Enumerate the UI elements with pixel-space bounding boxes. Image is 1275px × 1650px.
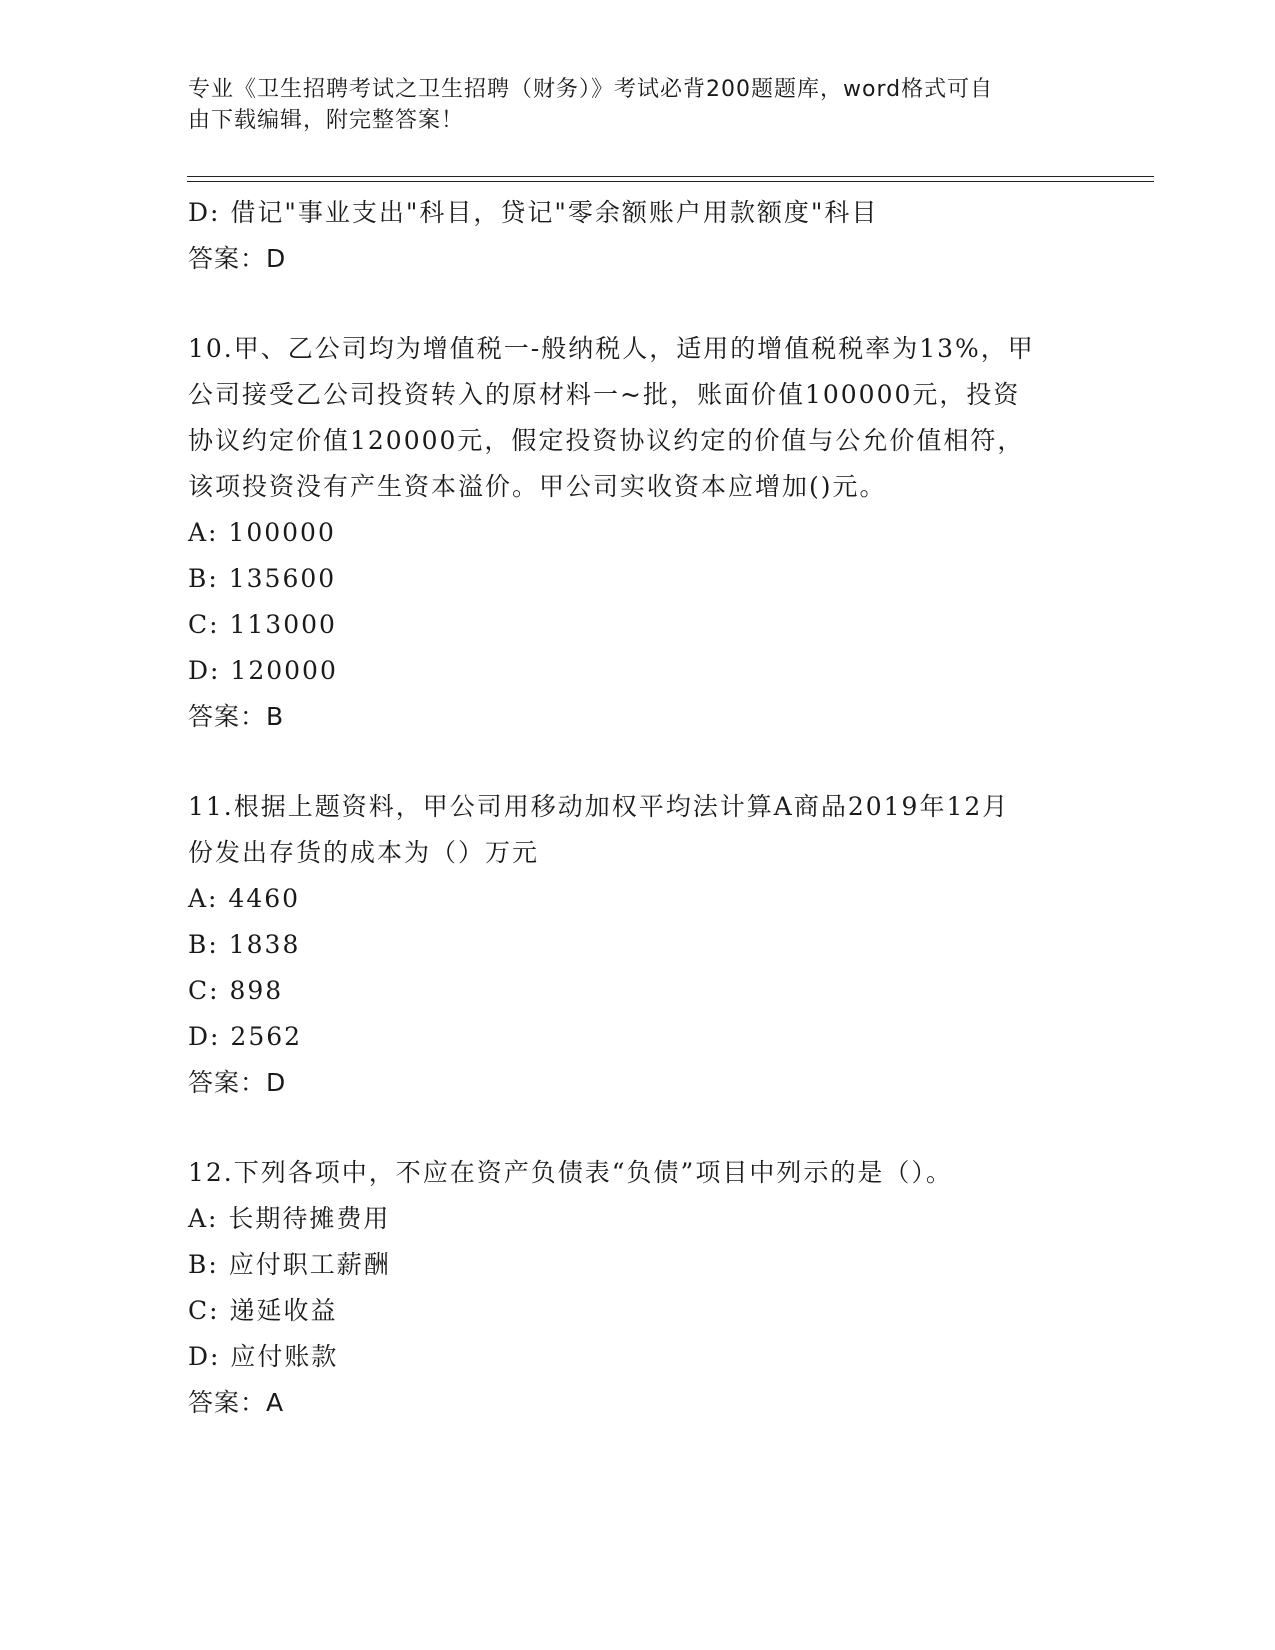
- document-header: [188, 74, 1068, 136]
- question-stem-line: 份发出存货的成本为（）万元: [188, 838, 540, 867]
- question-stem-line: 11.根据上题资料，甲公司用移动加权平均法计算A商品2019年12月: [188, 792, 1010, 821]
- answer-line: 答案：D: [188, 1068, 287, 1097]
- answer-line: 答案：D: [188, 244, 287, 273]
- option-a: A: 100000: [188, 518, 336, 547]
- document-body: [188, 190, 1088, 1426]
- answer-line: 答案：A: [188, 1388, 285, 1417]
- carryover-block: [188, 190, 1088, 282]
- question-stem-line: 该项投资没有产生资本溢价。甲公司实收资本应增加()元。: [188, 472, 887, 501]
- option-d: D: 借记"事业支出"科目，贷记"零余额账户用款额度"科目: [188, 198, 879, 227]
- spacer: [188, 740, 1088, 784]
- header-rule-top: [187, 176, 1154, 177]
- header-line-2: 由下载编辑，附完整答案！: [188, 108, 465, 133]
- option-c: C: 113000: [188, 610, 337, 639]
- option-d: D: 120000: [188, 656, 338, 685]
- option-c: C: 898: [188, 976, 284, 1005]
- question-10: [188, 326, 1088, 740]
- header-line-1: 专业《卫生招聘考试之卫生招聘（财务）》考试必背200题题库，word格式可自: [188, 77, 994, 102]
- question-stem-line: 协议约定价值120000元，假定投资协议约定的价值与公允价值相符，: [188, 426, 1025, 455]
- question-12: [188, 1150, 1088, 1426]
- spacer: [188, 282, 1088, 326]
- answer-line: 答案：B: [188, 702, 285, 731]
- option-b: B: 应付职工薪酬: [188, 1250, 391, 1279]
- option-a: A: 长期待摊费用: [188, 1204, 391, 1233]
- option-b: B: 1838: [188, 930, 301, 959]
- option-d: D: 应付账款: [188, 1342, 339, 1371]
- header-rule-bottom: [187, 181, 1154, 182]
- option-d: D: 2562: [188, 1022, 303, 1051]
- option-a: A: 4460: [188, 884, 301, 913]
- question-stem-line: 公司接受乙公司投资转入的原材料一~批，账面价值100000元，投资: [188, 380, 1021, 409]
- question-stem-line: 12.下列各项中，不应在资产负债表“负债”项目中列示的是（）。: [188, 1158, 953, 1187]
- question-11: [188, 784, 1088, 1106]
- question-stem-line: 10.甲、乙公司均为增值税一-般纳税人，适用的增值税税率为13%，甲: [188, 334, 1035, 363]
- option-c: C: 递延收益: [188, 1296, 338, 1325]
- spacer: [188, 1106, 1088, 1150]
- option-b: B: 135600: [188, 564, 337, 593]
